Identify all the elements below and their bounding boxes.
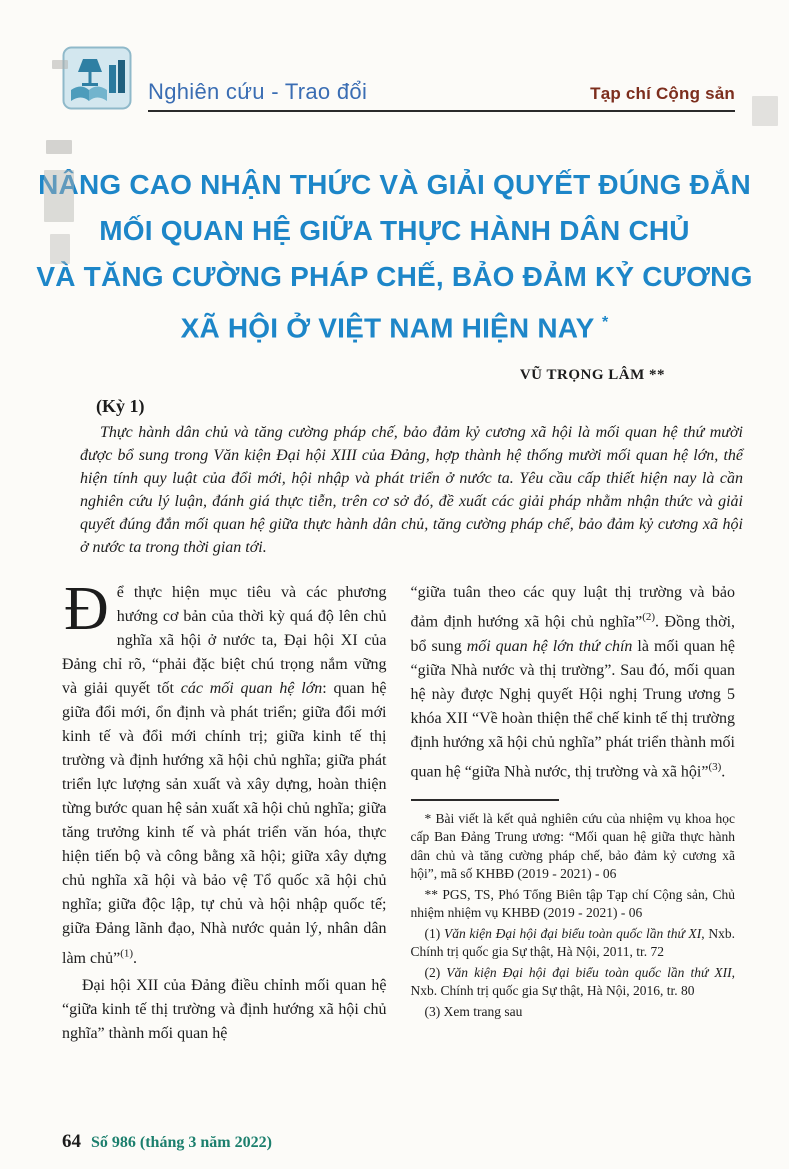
journal-logo-icon: [62, 46, 132, 110]
title-line: NÂNG CAO NHẬN THỨC VÀ GIẢI QUYẾT ĐÚNG ĐẮN: [38, 169, 751, 200]
title-line: [26, 300, 763, 351]
footnote: (3) Xem trang sau: [424, 1003, 523, 1019]
part-label: (Kỳ 1): [96, 396, 145, 417]
footnote: (1) Văn kiện Đại hội đại biểu toàn quốc lần thứ XI, Nxb. Chính trị quốc gia Sự thật, Hà Nội, 2011, tr. 72: [410, 925, 735, 960]
paragraph-text: ể thực hiện mục tiêu và các phương hướng cơ bản của thời kỳ quá độ lên chủ nghĩa xã hội ở nước ta, Đại hội XI của Đảng chỉ rõ, “phải đặc biệt chú trọng nắm vững và giải quyết tốt các mối quan hệ lớn: quan hệ giữa đổi mới, ổn định và phát triển; giữa đổi mới kinh tế và đổi mới chính trị; giữa kinh tế thị trường và định hướng xã hội chủ nghĩa; giữa phát triển lực lượng sản xuất và xây dựng, hoàn thiện từng bước quan hệ sản xuất xã hội chủ nghĩa; giữa tăng trưởng kinh tế và phát triển văn hóa, thực hiện tiến bộ và công bằng xã hội; giữa xây dựng chủ nghĩa xã hội và bảo vệ Tổ quốc xã hội chủ nghĩa; giữa độc lập, tự chủ và hội nhập quốc tế; giữa Đảng lãnh đạo, Nhà nước quản lý, nhân dân làm chủ”$^{(1)}$.: [62, 584, 387, 967]
issue-info: Số 986 (tháng 3 năm 2022): [91, 1134, 272, 1151]
footnote: ** PGS, TS, Phó Tổng Biên tập Tạp chí Cộng sản, Chủ nhiệm nhiệm vụ KHBĐ (2019 - 2021) - 06: [410, 886, 735, 921]
scan-artifact: [52, 60, 68, 69]
footnotes-section: [411, 810, 736, 1022]
body-columns: [62, 575, 736, 1045]
abstract: Thực hành dân chủ và tăng cường pháp chế, bảo đảm kỷ cương xã hội là mối quan hệ thứ mười được bổ sung trong Văn kiện Đại hội XIII của Đảng, hợp thành hệ thống mười mối quan hệ lớn, thể hiện tính quy luật của đổi mới, hội nhập và phát triển ở nước ta. Yêu cầu cấp thiết hiện nay là cần nghiên cứu lý luận, đánh giá thực tiễn, trên cơ sở đó, đề xuất các giải pháp nhằm nhận thức và giải quyết đúng đắn mối quan hệ giữa thực hành dân chủ, tăng cường pháp chế, bảo đảm kỷ cương xã hội ở nước ta trong thời gian tới.: [80, 424, 743, 557]
title-line-text: XÃ HỘI Ở VIỆT NAM HIỆN NAY: [180, 312, 594, 344]
drop-cap: Đ: [64, 575, 109, 644]
page-header: [0, 0, 789, 112]
left-column: [62, 575, 387, 1045]
title-line: VÀ TĂNG CƯỜNG PHÁP CHẾ, BẢO ĐẢM KỶ CƯƠNG: [36, 261, 753, 292]
right-column: [411, 581, 736, 1045]
page-number: 64: [62, 1131, 81, 1152]
body-paragraph: [62, 575, 387, 970]
footnote-divider: [411, 799, 559, 801]
footnote: (2) Văn kiện Đại hội đại biểu toàn quốc lần thứ XII, Nxb. Chính trị quốc gia Sự thật, Hà Nội, 2016, tr. 80: [410, 964, 735, 999]
header-rule: [148, 79, 735, 112]
author-name: VŨ TRỌNG LÂM **: [519, 367, 665, 384]
article-title: [26, 162, 763, 351]
scan-artifact: [44, 170, 74, 222]
body-paragraph: “giữa tuân theo các quy luật thị trường và bảo đảm định hướng xã hội chủ nghĩa”$^{(2)}$. Đồng thời, bổ sung mối quan hệ lớn thứ chín là mối quan hệ “giữa Nhà nước và thị trường”. Sau đó, mối quan hệ này được Nghị quyết Hội nghị Trung ương 5 khóa XII “Về hoàn thiện thể chế kinh tế thị trường định hướng xã hội chủ nghĩa” phát triển thành mối quan hệ “giữa Nhà nước, thị trường và xã hội”$^{(3)}$.: [410, 584, 736, 780]
scan-artifact: [752, 96, 778, 126]
title-footnote-marker: *: [601, 314, 609, 331]
scan-artifact: [50, 234, 70, 264]
scan-artifact: [46, 140, 72, 154]
title-line: MỐI QUAN HỆ GIỮA THỰC HÀNH DÂN CHỦ: [99, 215, 690, 246]
footnote: * Bài viết là kết quả nghiên cứu của nhiệm vụ khoa học cấp Ban Đảng Trung ương: “Mối quan hệ giữa thực hành dân chủ và tăng cường pháp chế, bảo đảm kỷ cương xã hội”, mã số KHBĐ (2019 - 2021) - 06: [410, 810, 735, 882]
body-paragraph: Đại hội XII của Đảng điều chỉnh mối quan hệ “giữa kinh tế thị trường và định hướng xã hội chủ nghĩa” thành mối quan hệ: [62, 976, 387, 1042]
journal-name: Tạp chí Cộng sản: [590, 84, 735, 103]
section-label: Nghiên cứu - Trao đổi: [148, 79, 368, 104]
page-footer: [62, 1131, 272, 1153]
